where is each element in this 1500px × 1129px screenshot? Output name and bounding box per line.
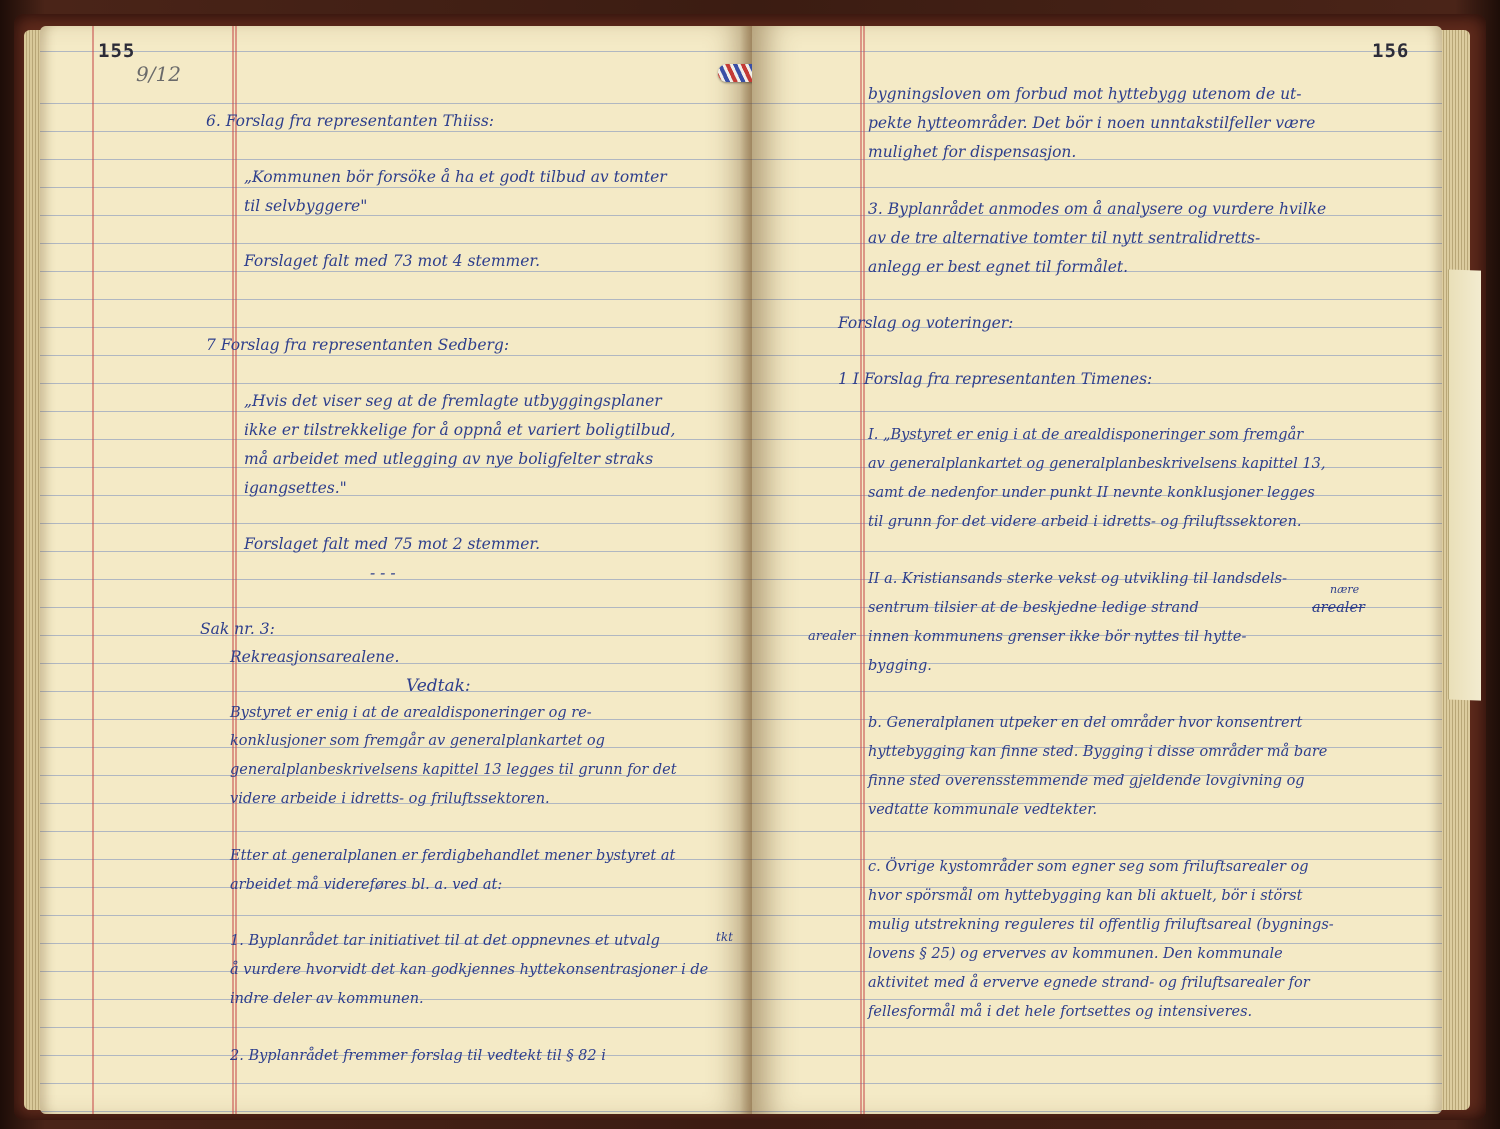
text-line: sentrum tilsier at de beskjedne ledige strand — [868, 600, 1199, 616]
text-line: må arbeidet med utlegging av nye boligfelter straks — [244, 450, 654, 468]
right-page — [752, 26, 1442, 1114]
text-line: c. Övrige kystområder som egner seg som friluftsarealer og — [868, 859, 1309, 875]
section-heading: Sak nr. 3: — [200, 620, 275, 638]
text-line: 1. Byplanrådet tar initiativet til at det oppnevnes et utvalg — [230, 933, 660, 949]
left-margin-line-2 — [232, 26, 234, 1114]
text-line: lovens § 25) og erverves av kommunen. Den kommunale — [868, 946, 1283, 962]
text-line: Forslaget falt med 73 mot 4 stemmer. — [244, 252, 541, 270]
right-margin-line — [860, 26, 862, 1114]
text-line: arbeidet må videreføres bl. a. ved at: — [230, 877, 503, 893]
page-number: 155 — [98, 40, 136, 62]
text-line: pekte hytteområder. Det bör i noen unntakstilfeller være — [868, 114, 1316, 132]
inserted-word: nære — [1330, 583, 1360, 596]
paper-tab — [1448, 269, 1481, 700]
text-line: å vurdere hvorvidt det kan godkjennes hyttekonsentrasjoner i de — [230, 962, 709, 978]
text-line: aktivitet med å erverve egnede strand- og friluftsarealer for — [868, 975, 1310, 991]
left-margin-line-3 — [235, 26, 237, 1114]
text-line: mulighet for dispensasjon. — [868, 143, 1077, 161]
text-line: ikke er tilstrekkelige for å oppnå et variert boligtilbud, — [244, 421, 676, 439]
text-line: finne sted overensstemmende med gjeldende lovgivning og — [868, 773, 1305, 789]
text-line: I. „Bystyret er enig i at de arealdisponeringer som fremgår — [868, 427, 1304, 443]
text-line: 2. Byplanrådet fremmer forslag til vedtekt til § 82 i — [230, 1048, 606, 1064]
section-subheading: Rekreasjonsarealene. — [230, 648, 400, 666]
text-line: 1 I Forslag fra representanten Timenes: — [838, 370, 1153, 388]
page-number: 156 — [1372, 40, 1410, 62]
text-line: til grunn for det videre arbeid i idretts- og friluftssektoren. — [868, 514, 1302, 530]
text-line: b. Generalplanen utpeker en del områder hvor konsentrert — [868, 715, 1303, 731]
text-line: vedtatte kommunale vedtekter. — [868, 802, 1098, 818]
margin-note: arealer — [808, 629, 856, 644]
decision-heading: Vedtak: — [406, 676, 471, 696]
text-line: bygningsloven om forbud mot hyttebygg utenom de ut- — [868, 85, 1302, 103]
text-line: av generalplankartet og generalplanbeskrivelsens kapittel 13, — [868, 456, 1326, 472]
text-line: hyttebygging kan finne sted. Bygging i disse områder må bare — [868, 744, 1328, 760]
left-margin-line — [92, 26, 94, 1114]
text-line: bygging. — [868, 658, 932, 674]
text-line: indre deler av kommunen. — [230, 991, 424, 1007]
text-line: „Kommunen bör forsöke å ha et godt tilbud av tomter — [244, 168, 667, 186]
text-line: 7 Forslag fra representanten Sedberg: — [206, 336, 510, 354]
text-line: anlegg er best egnet til formålet. — [868, 258, 1129, 276]
text-line: mulig utstrekning reguleres til offentlig friluftsareal (bygnings- — [868, 917, 1334, 933]
text-line: hvor spörsmål om hyttebygging kan bli aktuelt, bör i störst — [868, 888, 1303, 904]
text-line: igangsettes." — [244, 479, 347, 497]
date-note: 9/12 — [136, 62, 181, 86]
text-line: Forslaget falt med 75 mot 2 stemmer. — [244, 535, 541, 553]
left-page — [40, 26, 752, 1114]
text-line: 3. Byplanrådet anmodes om å analysere og vurdere hvilke — [868, 200, 1327, 218]
text-line: „Hvis det viser seg at de fremlagte utbyggingsplaner — [244, 392, 662, 410]
text-line: innen kommunens grenser ikke bör nyttes til hytte- — [868, 629, 1247, 645]
text-line: konklusjoner som fremgår av generalplankartet og — [230, 733, 605, 749]
margin-note: tkt — [716, 930, 733, 944]
text-line: Bystyret er enig i at de arealdisponeringer og re- — [230, 705, 592, 721]
text-line: Etter at generalplanen er ferdigbehandlet mener bystyret at — [230, 848, 676, 864]
separator: - - - — [370, 564, 396, 582]
text-line: til selvbyggere" — [244, 197, 368, 215]
text-line: generalplanbeskrivelsens kapittel 13 legges til grunn for det — [230, 762, 677, 778]
text-line: 6. Forslag fra representanten Thiiss: — [206, 112, 495, 130]
text-line: samt de nedenfor under punkt II nevnte konklusjoner legges — [868, 485, 1315, 501]
text-line: av de tre alternative tomter til nytt sentralidretts- — [868, 229, 1261, 247]
text-line: II a. Kristiansands sterke vekst og utvikling til landsdels- — [868, 571, 1287, 587]
text-line: videre arbeide i idretts- og friluftssektoren. — [230, 791, 550, 807]
right-margin-line-2 — [863, 26, 865, 1114]
text-line: fellesformål må i det hele fortsettes og intensiveres. — [868, 1004, 1253, 1020]
section-heading: Forslag og voteringer: — [838, 314, 1014, 332]
struck-word: arealer — [1312, 600, 1365, 616]
